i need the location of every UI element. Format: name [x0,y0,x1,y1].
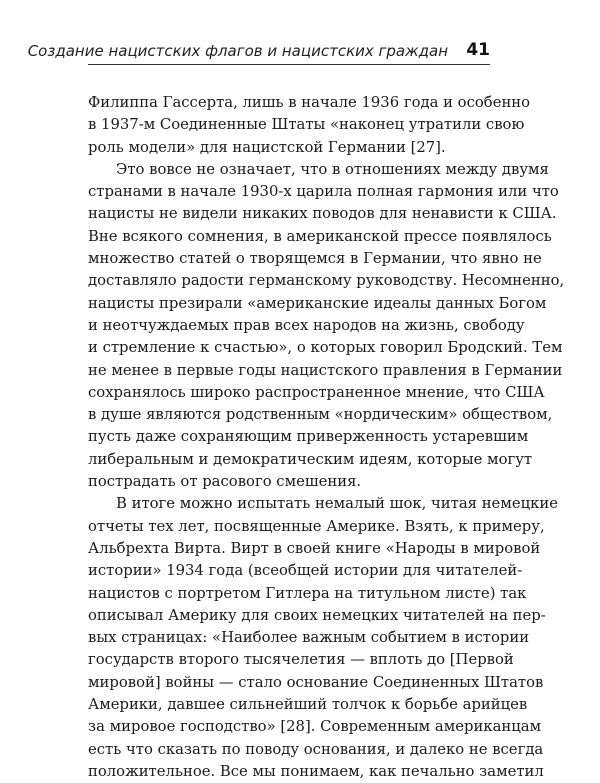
text-line: Альбрехта Вирта. Вирт в своей книге «Народы в мировой [88,539,541,557]
text-line: и стремление к счастью», о которых говорил Бродский. Тем [88,339,563,357]
text-line: в душе являются родственным «нордическим» обществом, [88,406,553,424]
text-line: Америки, давшее сильнейший толчок к борьбе арийцев [88,696,528,714]
text-line: описывал Америку для своих немецких читателей на пер- [88,606,546,624]
text-line: не менее в первые годы нацистского правления в Германии [88,361,563,379]
text-line: роль модели» для нацистской Германии [27]. [88,138,446,156]
running-header-title: Создание нацистских флагов и нацистских граждан [27,42,448,60]
text-line: и неотчуждаемых прав всех народов на жизнь, свободу [88,316,525,334]
text-line: в 1937-м Соединенные Штаты «наконец утратили свою [88,116,525,134]
text-line: отчеты тех лет, посвященные Америке. Взять, к примеру, [88,517,545,535]
text-line: положительное. Все мы понимаем, как печально заметил [88,762,544,780]
text-line: Это вовсе не означает, что в отношениях между двумя [116,160,549,178]
text-line: пострадать от расового смешения. [88,473,362,491]
text-line: В итоге можно испытать немалый шок, читая немецкие [116,495,558,513]
text-line: истории» 1934 года (всеобщей истории для читателей- [88,562,523,580]
body-text [88,92,565,783]
text-line: странами в начале 1930-х царила полная гармония или что [88,183,559,201]
text-line: нацисты не видели никаких поводов для ненависти к США. [88,205,557,223]
text-line: доставляло радости германскому руководству. Несомненно, [88,272,565,290]
text-line: есть что сказать по поводу основания, и далеко не всегда [88,740,544,758]
text-line: вых страницах: «Наиболее важным событием в истории [88,629,530,647]
text-line: мировой] войны — стало основание Соединенных Штатов [88,673,544,691]
text-line: нацисты презирали «американские идеалы данных Богом [88,294,547,312]
text-line: нацистов с портретом Гитлера на титульном листе) так [88,584,527,602]
text-line: либеральным и демократическим идеям, которые могут [88,450,533,468]
text-line: государств второго тысячелетия — вплоть до [Первой [88,651,514,669]
text-line: Филиппа Гассерта, лишь в начале 1936 года и особенно [88,94,531,111]
running-header [27,38,490,65]
text-line: Вне всякого сомнения, в американской прессе появлялось [88,227,552,245]
text-line: за мировое господство» [28]. Современным американцам [88,718,542,736]
page-number: 41 [466,40,490,60]
text-line: множество статей о творящемся в Германии, что явно не [88,250,542,268]
text-line: сохранялось широко распространенное мнение, что США [88,383,545,401]
text-line: пусть даже сохраняющим приверженность устаревшим [88,428,529,446]
